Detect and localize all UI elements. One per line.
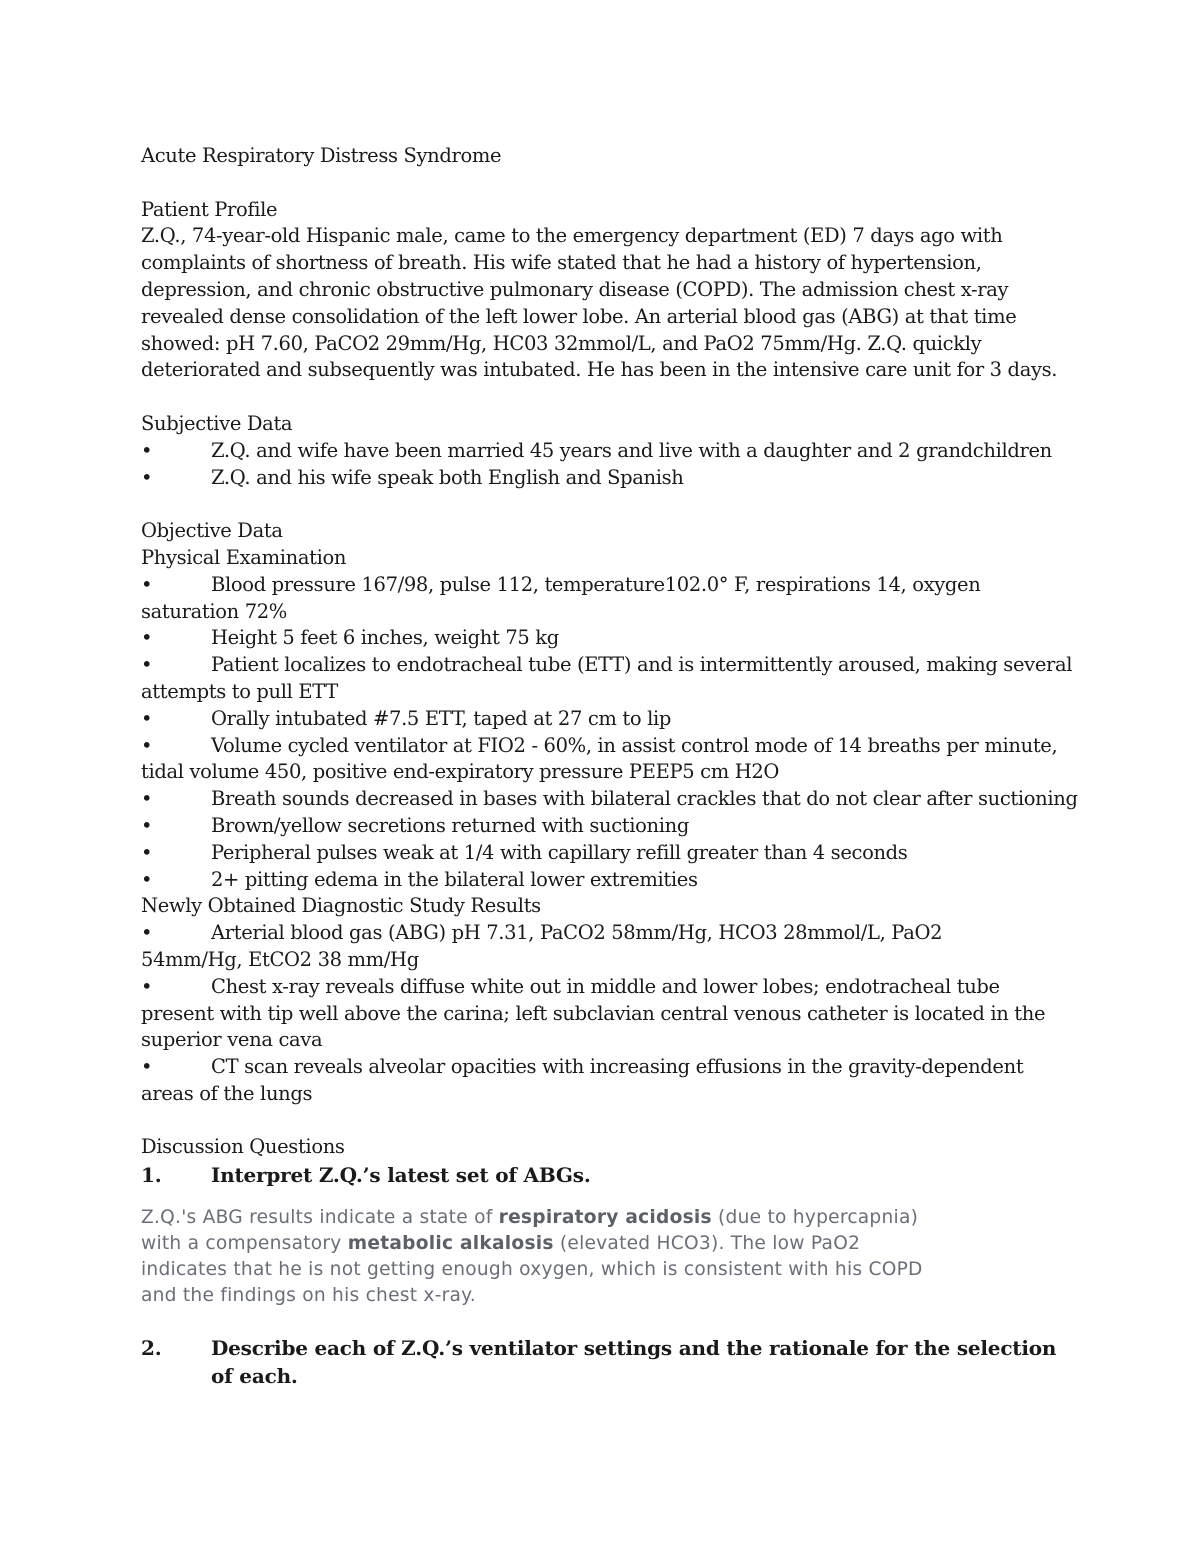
bullet-icon: • xyxy=(141,867,153,891)
physical-exam-heading: Physical Examination xyxy=(141,545,347,569)
bullet-icon: • xyxy=(141,438,153,462)
question-number: 2. xyxy=(141,1336,162,1361)
objective-heading: Objective Data xyxy=(141,519,283,543)
profile-line: showed: pH 7.60, PaCO2 29mm/Hg, HC03 32mmol/L, and PaO2 75mm/Hg. Z.Q. quickly xyxy=(141,331,982,355)
profile-line: deteriorated and subsequently was intubated. He has been in the intensive care unit for 3 days. xyxy=(141,358,1058,382)
list-item: • Z.Q. and wife have been married 45 years and live with a daughter and 2 grandchildren xyxy=(141,438,1081,465)
list-item-continuation: superior vena cava xyxy=(141,1028,323,1052)
list-item: • Blood pressure 167/98, pulse 112, temperature102.0° F, respirations 14, oxygen xyxy=(141,572,1081,599)
question-text: Describe each of Z.Q.’s ventilator settings and the rationale for the selection of each. xyxy=(211,1336,1057,1389)
bullet-icon: • xyxy=(141,974,153,998)
patient-profile-heading: Patient Profile xyxy=(141,197,278,221)
discussion-heading: Discussion Questions xyxy=(141,1135,345,1159)
list-item-continuation: 54mm/Hg, EtCO2 38 mm/Hg xyxy=(141,947,419,971)
list-item-continuation: present with tip well above the carina; left subclavian central venous catheter is located in the xyxy=(141,1001,1046,1025)
profile-line: revealed dense consolidation of the left lower lobe. An arterial blood gas (ABG) at that time xyxy=(141,304,1017,328)
profile-line: complaints of shortness of breath. His wife stated that he had a history of hypertension, xyxy=(141,251,982,275)
list-item: • Volume cycled ventilator at FIO2 - 60%, in assist control mode of 14 breaths per minute, xyxy=(141,733,1081,760)
question-1 xyxy=(141,1161,1081,1189)
list-item: • Arterial blood gas (ABG) pH 7.31, PaCO2 58mm/Hg, HCO3 28mmol/L, PaO2 xyxy=(141,920,1081,947)
bullet-icon: • xyxy=(141,787,153,811)
bullet-icon: • xyxy=(141,921,153,945)
answer-1: Z.Q.'s ABG results indicate a state of respiratory acidosis (due to hypercapnia) with a compensatory metabolic alkalosis (elevated HCO3). The low PaO2 indicates that he is not getting enough oxygen, which is consistent with his COPD and the findings on his chest x-ray. xyxy=(141,1207,923,1306)
question-text: Interpret Z.Q.’s latest set of ABGs. xyxy=(211,1163,591,1188)
document-title: Acute Respiratory Distress Syndrome xyxy=(141,144,502,167)
list-item: • Z.Q. and his wife speak both English and Spanish xyxy=(141,465,1081,492)
list-item-continuation: areas of the lungs xyxy=(141,1081,313,1105)
answer-emphasis: respiratory acidosis xyxy=(498,1207,712,1229)
list-item-continuation: tidal volume 450, positive end-expiratory pressure PEEP5 cm H2O xyxy=(141,760,780,784)
list-item: • Patient localizes to endotracheal tube (ETT) and is intermittently aroused, making several xyxy=(141,652,1081,679)
list-item: • Breath sounds decreased in bases with bilateral crackles that do not clear after suctioning xyxy=(141,786,1081,813)
question-2 xyxy=(141,1334,1081,1390)
list-item: • Height 5 feet 6 inches, weight 75 kg xyxy=(141,625,1081,652)
bullet-icon: • xyxy=(141,465,153,489)
bullet-icon: • xyxy=(141,572,153,596)
list-item: • CT scan reveals alveolar opacities with increasing effusions in the gravity-dependent xyxy=(141,1054,1081,1081)
list-item: • Peripheral pulses weak at 1/4 with capillary refill greater than 4 seconds xyxy=(141,840,1081,867)
subjective-heading: Subjective Data xyxy=(141,411,293,435)
profile-line: Z.Q., 74-year-old Hispanic male, came to the emergency department (ED) 7 days ago with xyxy=(141,224,1003,248)
list-item: • Orally intubated #7.5 ETT, taped at 27 cm to lip xyxy=(141,706,1081,733)
question-number: 1. xyxy=(141,1163,162,1188)
bullet-icon: • xyxy=(141,840,153,864)
bullet-icon: • xyxy=(141,653,153,677)
list-item-continuation: saturation 72% xyxy=(141,599,287,623)
diagnostic-heading: Newly Obtained Diagnostic Study Results xyxy=(141,894,541,918)
list-item: • 2+ pitting edema in the bilateral lower extremities xyxy=(141,867,1081,894)
bullet-icon: • xyxy=(141,1055,153,1079)
list-item: • Chest x-ray reveals diffuse white out in middle and lower lobes; endotracheal tube xyxy=(141,974,1081,1001)
bullet-icon: • xyxy=(141,706,153,730)
bullet-icon: • xyxy=(141,813,153,837)
bullet-icon: • xyxy=(141,626,153,650)
profile-line: depression, and chronic obstructive pulmonary disease (COPD). The admission chest x-ray xyxy=(141,277,1009,301)
list-item-continuation: attempts to pull ETT xyxy=(141,679,338,703)
bullet-icon: • xyxy=(141,733,153,757)
document-page xyxy=(141,143,1081,1390)
answer-emphasis: metabolic alkalosis xyxy=(347,1233,554,1255)
list-item: • Brown/yellow secretions returned with suctioning xyxy=(141,813,1081,840)
